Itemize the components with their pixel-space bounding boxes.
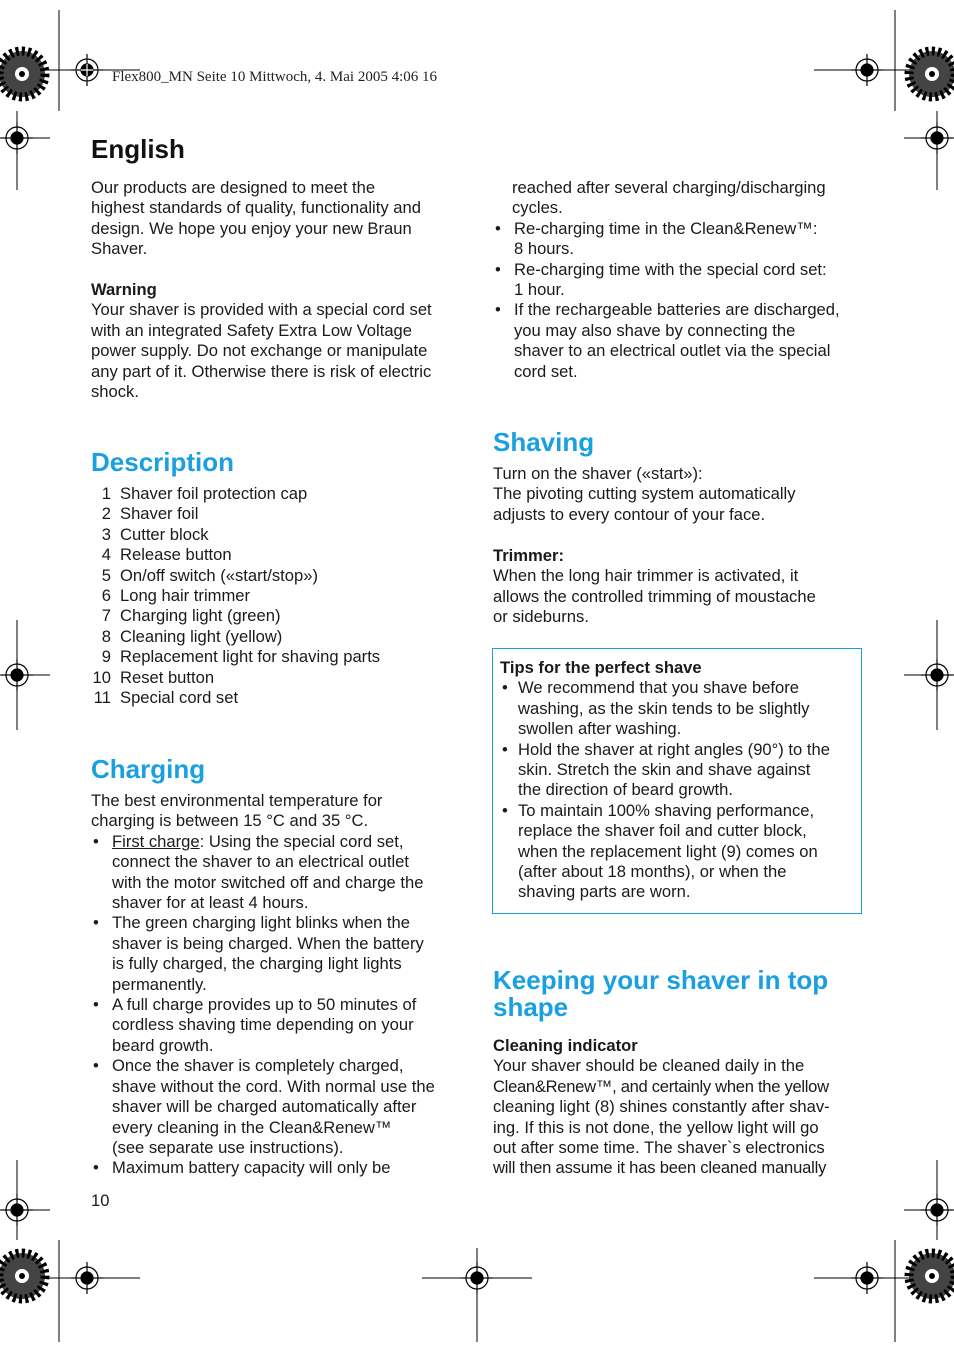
item-label: Cleaning light (yellow) xyxy=(120,626,283,646)
charging-section xyxy=(91,791,471,1179)
shaving-section xyxy=(493,464,873,525)
text-line: the direction of beard growth. xyxy=(518,780,733,800)
item-label: Special cord set xyxy=(120,688,239,708)
charging-list xyxy=(91,832,471,1179)
cleaning-heading: Cleaning indicator xyxy=(493,1036,638,1055)
item-label: Long hair trimmer xyxy=(120,586,251,606)
heading-line: Keeping your shaver in top xyxy=(493,965,829,995)
list-item: • Re-charging time in the Clean&Renew™: 8 hours. xyxy=(495,218,818,259)
list-item: • We recommend that you shave before washing, as the skin tends to be slightly swollen after washing. xyxy=(502,678,810,739)
item-number: 6 xyxy=(101,586,111,606)
trimmer-section xyxy=(493,546,873,628)
description-list xyxy=(91,484,471,708)
text-line: Maximum battery capacity will only be xyxy=(112,1158,391,1178)
list-item: • Re-charging time with the special cord set: 1 hour. xyxy=(495,259,827,300)
text-line: shaver will be charged automatically after xyxy=(112,1097,417,1117)
text-line: To maintain 100% shaving performance, xyxy=(518,800,815,820)
list-item xyxy=(91,627,471,647)
text-line: replace the shaver foil and cutter block, xyxy=(518,821,807,841)
list-item: • Once the shaver is completely charged, shave without the cord. With normal use the shaver will be charged automatically after every cleaning in the Clean&Renew™ (see separate use instructions). xyxy=(93,1056,435,1157)
text-line: The best environmental temperature for xyxy=(91,791,383,810)
text-line: (see separate use instructions). xyxy=(112,1137,344,1157)
text-line: Shaver. xyxy=(91,239,148,259)
page-title: English xyxy=(91,134,185,164)
cleaning-section xyxy=(493,1036,873,1179)
text-line: beard growth. xyxy=(112,1035,214,1055)
text-line: Your shaver is provided with a special cord set xyxy=(91,300,432,320)
text-line: every cleaning in the Clean&Renew™ xyxy=(112,1117,392,1137)
shaving-heading: Shaving xyxy=(493,427,595,457)
list-item xyxy=(91,566,471,586)
text-line: highest standards of quality, functionality and xyxy=(91,198,421,218)
item-label: Shaver foil protection cap xyxy=(120,484,308,503)
list-item: • Hold the shaver at right angles (90°) to the skin. Stretch the skin and shave against the direction of beard growth. xyxy=(502,739,830,800)
charging-heading: Charging xyxy=(91,754,206,784)
list-item xyxy=(91,647,471,667)
text-line: If the rechargeable batteries are discharged, xyxy=(514,300,840,320)
tips-list xyxy=(500,678,854,902)
charging-continued xyxy=(493,178,873,382)
text-line: Turn on the shaver («start»): xyxy=(493,464,703,483)
item-number: 4 xyxy=(101,545,111,565)
item-number: 9 xyxy=(101,647,111,667)
item-number: 7 xyxy=(101,606,111,626)
list-item: • To maintain 100% shaving performance, replace the shaver foil and cutter block, when the replacement light (9) comes on (after about 18 months), or when the shaving parts are worn. xyxy=(502,800,818,902)
text-line: cycles. xyxy=(512,198,563,218)
text-line: Hold the shaver at right angles (90°) to the xyxy=(518,739,830,759)
warning-section xyxy=(91,280,471,402)
text-line: The pivoting cutting system automatically xyxy=(493,484,796,504)
list-item xyxy=(91,484,471,504)
text-line: is fully charged, the charging light lights xyxy=(112,954,402,974)
list-item xyxy=(91,606,471,626)
text-line: shaving parts are worn. xyxy=(518,882,691,902)
item-label: Cutter block xyxy=(120,524,209,544)
text-line: out after some time. The shaver`s electronics xyxy=(493,1138,825,1158)
list-item: • First charge: Using the special cord set, connect the shaver to an electrical outlet with the motor switched off and charge the shaver for at least 4 hours. xyxy=(93,831,424,913)
print-slug: Flex800_MN Seite 10 Mittwoch, 4. Mai 2005 4:06 16 xyxy=(112,69,437,85)
text-line: 1 hour. xyxy=(514,280,565,300)
description-heading: Description xyxy=(91,447,235,477)
text-line: shaver for at least 4 hours. xyxy=(112,893,309,913)
text-line: will then assume it has been cleaned manually xyxy=(493,1158,827,1178)
intro-paragraph xyxy=(91,178,471,260)
text-line: swollen after washing. xyxy=(518,719,682,739)
recharge-list xyxy=(493,219,873,382)
text-run: : Using the special cord set, xyxy=(199,831,404,851)
item-number: 11 xyxy=(93,688,111,708)
keeping-heading xyxy=(493,967,828,1021)
item-label: Shaver foil xyxy=(120,504,199,524)
text-line: cleaning light (8) shines constantly after shav- xyxy=(493,1097,830,1117)
text-line: permanently. xyxy=(112,974,207,994)
text-line: Clean&Renew™, and certainly when the yellow xyxy=(493,1076,829,1096)
text-line: adjusts to every contour of your face. xyxy=(493,504,766,524)
warning-heading: Warning xyxy=(91,280,157,299)
list-item xyxy=(91,668,471,688)
page-number: 10 xyxy=(91,1191,110,1210)
text-line: cordless shaving time depending on your xyxy=(112,1015,414,1035)
item-label: Charging light (green) xyxy=(120,606,281,626)
tips-box xyxy=(492,648,862,914)
item-label: Reset button xyxy=(120,667,215,687)
text-line: We recommend that you shave before xyxy=(518,678,800,698)
text-line: connect the shaver to an electrical outlet xyxy=(112,852,410,872)
text-line: Once the shaver is completely charged, xyxy=(112,1056,404,1076)
item-number: 3 xyxy=(101,524,111,544)
text-line: skin. Stretch the skin and shave against xyxy=(518,760,811,780)
text-line: with the motor switched off and charge the xyxy=(112,872,424,892)
item-number: 8 xyxy=(101,626,111,646)
text-line: shock. xyxy=(91,382,139,402)
text-line: power supply. Do not exchange or manipulate xyxy=(91,341,428,361)
list-item xyxy=(91,504,471,524)
text-line: When the long hair trimmer is activated, it xyxy=(493,566,799,586)
list-item xyxy=(91,545,471,565)
text-line: or sideburns. xyxy=(493,607,589,627)
text-line: you may also shave by connecting the xyxy=(514,320,796,340)
list-item: • If the rechargeable batteries are discharged, you may also shave by connecting the shaver to an electrical outlet via the special cord set. xyxy=(495,300,840,381)
item-number: 2 xyxy=(101,504,111,524)
item-number: 10 xyxy=(92,667,111,687)
text-line: cord set. xyxy=(514,361,578,381)
list-item: • The green charging light blinks when the shaver is being charged. When the battery is fully charged, the charging light lights permanently. xyxy=(93,913,424,994)
list-item: • A full charge provides up to 50 minutes of cordless shaving time depending on your beard growth. xyxy=(93,995,417,1055)
list-item xyxy=(91,586,471,606)
list-item xyxy=(91,688,471,708)
text-line: reached after several charging/discharging xyxy=(512,178,826,197)
tips-heading: Tips for the perfect shave xyxy=(500,658,702,677)
text-line: washing, as the skin tends to be slightly xyxy=(518,698,810,718)
text-line: allows the controlled trimming of moustache xyxy=(493,586,816,606)
text-line: Your shaver should be cleaned daily in the xyxy=(493,1056,805,1076)
item-number: 1 xyxy=(101,484,111,503)
first-charge-label: First charge xyxy=(112,831,200,851)
text-line: shave without the cord. With normal use the xyxy=(112,1076,435,1096)
text-line: (after about 18 months), or when the xyxy=(518,862,787,882)
text-line: with an integrated Safety Extra Low Voltage xyxy=(91,320,413,340)
item-number: 5 xyxy=(101,565,111,585)
text-line: charging is between 15 °C and 35 °C. xyxy=(91,811,369,831)
text-line: Re-charging time with the special cord set: xyxy=(514,259,827,279)
text-line: Re-charging time in the Clean&Renew™: xyxy=(514,218,818,238)
text-line: 8 hours. xyxy=(514,239,574,259)
text-line: A full charge provides up to 50 minutes of xyxy=(112,995,417,1015)
item-label: Replacement light for shaving parts xyxy=(120,647,381,667)
heading-line: shape xyxy=(493,992,569,1022)
text-line: The green charging light blinks when the xyxy=(112,913,410,933)
list-item xyxy=(91,525,471,545)
text-line: any part of it. Otherwise there is risk of electric xyxy=(91,361,432,381)
text-line: shaver is being charged. When the battery xyxy=(112,933,424,953)
text-line: design. We hope you enjoy your new Braun xyxy=(91,218,412,238)
item-label: Release button xyxy=(120,545,232,565)
item-label: On/off switch («start/stop») xyxy=(120,565,318,585)
text-line: Our products are designed to meet the xyxy=(91,178,376,197)
list-item: • Maximum battery capacity will only be xyxy=(93,1158,391,1178)
text-line: shaver to an electrical outlet via the special xyxy=(514,341,831,361)
text-line: ing. If this is not done, the yellow light will go xyxy=(493,1117,819,1137)
text-line: when the replacement light (9) comes on xyxy=(518,841,818,861)
trimmer-heading: Trimmer: xyxy=(493,546,565,565)
